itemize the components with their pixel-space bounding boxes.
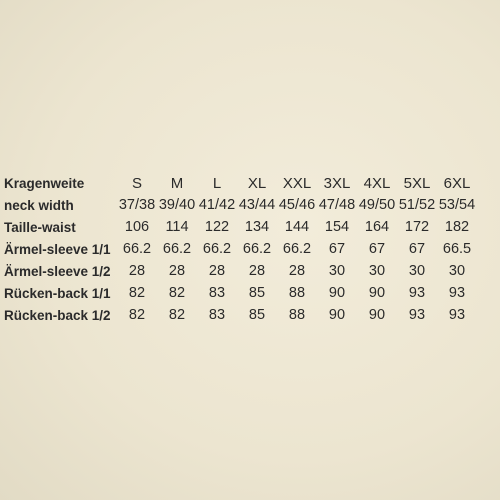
value-cell: 66.2 xyxy=(202,241,232,257)
value-cell: 82 xyxy=(128,307,146,323)
value-cell: 93 xyxy=(408,285,426,301)
value-cell: 66.5 xyxy=(442,241,472,257)
table-row xyxy=(4,216,477,238)
row-label: Ärmel-sleeve 1/1 xyxy=(4,241,111,257)
value-cell: 66.2 xyxy=(242,241,272,257)
row-label: Taille-waist xyxy=(4,219,76,235)
value-cell: 83 xyxy=(208,307,226,323)
value-cell: 30 xyxy=(368,263,386,279)
value-cell: 182 xyxy=(444,219,470,235)
value-cell: 82 xyxy=(128,285,146,301)
size-cell: 4XL xyxy=(363,174,391,192)
table-row xyxy=(4,238,477,260)
value-cell: 28 xyxy=(128,263,146,279)
value-cell: 88 xyxy=(288,307,306,323)
value-cell: 90 xyxy=(328,307,346,323)
size-cell: 5XL xyxy=(403,174,431,192)
value-cell: 93 xyxy=(448,285,466,301)
value-cell: 85 xyxy=(248,285,266,301)
row-label: Rücken-back 1/2 xyxy=(4,307,111,323)
value-cell: 66.2 xyxy=(282,241,312,257)
value-cell: 154 xyxy=(324,219,350,235)
value-cell: 39/40 xyxy=(158,197,196,213)
table-row xyxy=(4,304,477,326)
value-cell: 93 xyxy=(448,307,466,323)
value-cell: 49/50 xyxy=(358,197,396,213)
value-cell: 67 xyxy=(328,241,346,257)
size-table xyxy=(4,172,477,326)
value-cell: 28 xyxy=(288,263,306,279)
table-row xyxy=(4,282,477,304)
row-label: neck width xyxy=(4,197,74,213)
value-cell: 43/44 xyxy=(238,197,276,213)
value-cell: 172 xyxy=(404,219,430,235)
size-cell: XL xyxy=(247,174,267,192)
value-cell: 30 xyxy=(328,263,346,279)
size-cell: L xyxy=(212,174,222,192)
size-cell: 6XL xyxy=(443,174,471,192)
value-cell: 45/46 xyxy=(278,197,316,213)
value-cell: 82 xyxy=(168,285,186,301)
value-cell: 93 xyxy=(408,307,426,323)
size-cell: XXL xyxy=(282,174,312,192)
value-cell: 30 xyxy=(448,263,466,279)
value-cell: 122 xyxy=(204,219,230,235)
row-label: Rücken-back 1/1 xyxy=(4,285,111,301)
value-cell: 30 xyxy=(408,263,426,279)
value-cell: 28 xyxy=(168,263,186,279)
value-cell: 41/42 xyxy=(198,197,236,213)
row-label: Ärmel-sleeve 1/2 xyxy=(4,263,111,279)
value-cell: 90 xyxy=(328,285,346,301)
table-row xyxy=(4,194,477,216)
value-cell: 28 xyxy=(248,263,266,279)
value-cell: 28 xyxy=(208,263,226,279)
value-cell: 37/38 xyxy=(118,197,156,213)
value-cell: 88 xyxy=(288,285,306,301)
size-header-row xyxy=(4,172,477,194)
table-row xyxy=(4,260,477,282)
size-cell: M xyxy=(170,174,184,192)
value-cell: 82 xyxy=(168,307,186,323)
value-cell: 134 xyxy=(244,219,270,235)
value-cell: 114 xyxy=(165,219,189,235)
value-cell: 83 xyxy=(208,285,226,301)
value-cell: 67 xyxy=(368,241,386,257)
value-cell: 106 xyxy=(124,219,150,235)
row-label: Kragenweite xyxy=(4,175,85,191)
value-cell: 144 xyxy=(284,219,310,235)
value-cell: 67 xyxy=(408,241,426,257)
size-cell: 3XL xyxy=(323,174,351,192)
value-cell: 90 xyxy=(368,285,386,301)
value-cell: 66.2 xyxy=(122,241,152,257)
value-cell: 164 xyxy=(364,219,390,235)
value-cell: 90 xyxy=(368,307,386,323)
value-cell: 85 xyxy=(248,307,266,323)
value-cell: 66.2 xyxy=(162,241,192,257)
value-cell: 53/54 xyxy=(438,197,476,213)
value-cell: 47/48 xyxy=(318,197,356,213)
size-cell: S xyxy=(131,174,142,192)
value-cell: 51/52 xyxy=(398,197,436,213)
